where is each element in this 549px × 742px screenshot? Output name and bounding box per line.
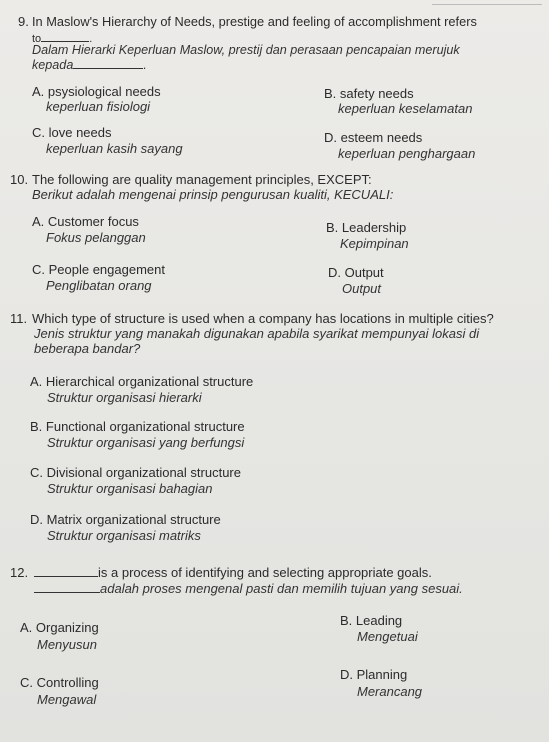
q10-text-ms: Berikut adalah mengenai prinsip pengurusan kualiti, KECUALI: [32,187,394,202]
q9-option-c-ms: keperluan kasih sayang [46,141,183,156]
q10-option-c-ms: Penglibatan orang [46,278,152,293]
q12-text-en: is a process of identifying and selecting appropriate goals. [34,565,432,580]
q12-answer-blank-ms[interactable] [34,581,100,593]
q9-option-d-ms: keperluan penghargaan [338,146,476,161]
q10-option-a[interactable]: A. Customer focus [32,214,139,229]
q10-option-d-ms: Output [342,281,382,296]
q11-option-a[interactable]: A. Hierarchical organizational structure [30,374,254,389]
q11-number: 11. [10,311,28,326]
q12-option-c[interactable]: C. Controlling [20,675,99,690]
q12-option-c-ms: Mengawal [37,692,97,707]
q10-option-c[interactable]: C. People engagement [32,262,165,277]
q12-answer-blank-en[interactable] [34,565,98,577]
q12-option-b[interactable]: B. Leading [340,613,403,628]
q11-option-b[interactable]: B. Functional organizational structure [30,419,245,434]
q9-option-a[interactable]: A. psysiological needs [32,84,161,99]
q9-option-b-ms: keperluan keselamatan [338,101,473,116]
q12-option-a-ms: Menyusun [37,637,97,652]
q10-option-b[interactable]: B. Leadership [326,220,407,235]
q10-option-b-ms: Kepimpinan [340,236,409,251]
q9-option-c[interactable]: C. love needs [32,125,112,140]
q11-text-ms-line2: beberapa bandar? [34,341,141,356]
q9-number: 9. [18,14,29,29]
q9-answer-blank-ms[interactable] [73,57,143,69]
q9-option-a-ms: keperluan fisiologi [46,99,151,114]
q11-option-c[interactable]: C. Divisional organizational structure [30,465,241,480]
q9-text-ms-line2: kepada . [32,58,147,72]
q11-option-c-ms: Struktur organisasi bahagian [47,481,213,496]
q12-number: 12. [10,565,29,580]
q12-option-d-ms: Merancang [357,684,423,699]
q10-option-a-ms: Fokus pelanggan [46,230,146,245]
q11-option-d-ms: Struktur organisasi matriks [47,528,201,543]
q9-text-ms-line1: Dalam Hierarki Keperluan Maslow, prestij dan perasaan pencapaian merujuk [32,43,460,57]
q12-option-a[interactable]: A. Organizing [20,620,99,635]
q12-option-b-ms: Mengetuai [357,629,418,644]
q11-text-ms-line1: Jenis struktur yang manakah digunakan apabila syarikat mempunyai lokasi di [34,326,480,341]
q9-text-en-line1: In Maslow's Hierarchy of Needs, prestige and feeling of accomplishment refers [32,14,477,29]
q11-option-d[interactable]: D. Matrix organizational structure [30,512,221,527]
q11-text-en: Which type of structure is used when a company has locations in multiple cities? [32,311,494,326]
q10-number: 10. [10,172,29,187]
q11-option-a-ms: Struktur organisasi hierarki [47,390,202,405]
q11-option-b-ms: Struktur organisasi yang berfungsi [47,435,245,450]
q10-option-d[interactable]: D. Output [328,265,384,280]
q12-option-d[interactable]: D. Planning [340,667,408,682]
page-edge-line [432,4,542,5]
q9-option-b[interactable]: B. safety needs [324,86,414,101]
q12-text-ms: adalah proses mengenal pasti dan memilih tujuan yang sesuai. [34,581,463,596]
q9-text-en-line2: to . [32,30,92,47]
q9-answer-blank-en[interactable] [41,30,89,42]
q9-option-d[interactable]: D. esteem needs [324,130,423,145]
q10-text-en: The following are quality management principles, EXCEPT: [32,172,372,187]
